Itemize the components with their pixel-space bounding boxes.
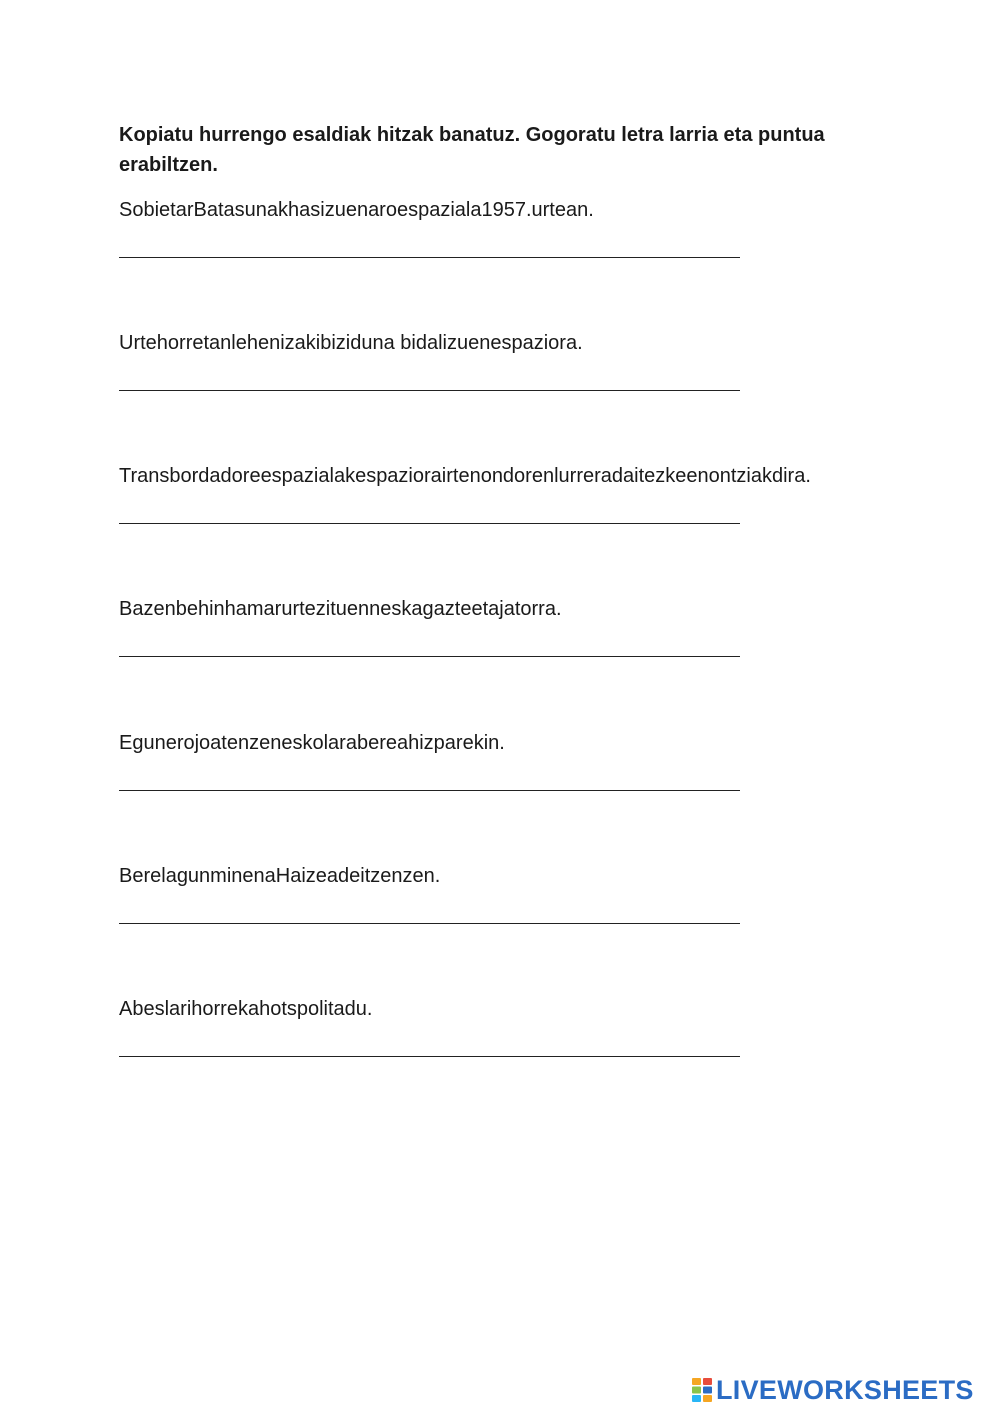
- exercise-sentence: Abeslarihorrekahotspolitadu.: [119, 998, 373, 1020]
- exercise-sentence: SobietarBatasunakhasizuenaroespaziala1957.urtean.: [119, 199, 594, 221]
- exercise-3: [119, 463, 919, 524]
- exercise-sentence: BerelagunminenaHaizeadeitzenzen.: [119, 865, 441, 887]
- answer-line[interactable]: [119, 923, 740, 924]
- liveworksheets-logo: [692, 1374, 974, 1406]
- answer-line[interactable]: [119, 523, 740, 524]
- answer-line[interactable]: [119, 790, 740, 791]
- exercise-5: [119, 730, 919, 791]
- exercise-6: [119, 863, 919, 924]
- exercise-1: [119, 197, 919, 258]
- exercise-sentence: Bazenbehinhamarurtezituenneskagazteetajatorra.: [119, 598, 562, 620]
- exercise-sentence: Urtehorretanlehenizakibiziduna bidalizuenespaziora.: [119, 332, 583, 354]
- liveworksheets-brand-text: LIVEWORKSHEETS: [716, 1375, 974, 1405]
- exercise-sentence: Transbordadoreespazialakespaziorairtenondorenlurreradaitezkeenontziakdira.: [119, 465, 811, 487]
- exercise-sentence: Egunerojoatenzeneskolarabereahizparekin.: [119, 732, 505, 754]
- instructions-heading: Kopiatu hurrengo esaldiak hitzak banatuz. Gogoratu letra larria eta puntua erabiltzen.: [119, 124, 825, 176]
- liveworksheets-logo-icon: [692, 1378, 712, 1402]
- exercise-7: [119, 996, 919, 1057]
- answer-line[interactable]: [119, 257, 740, 258]
- answer-line[interactable]: [119, 656, 740, 657]
- answer-line[interactable]: [119, 1056, 740, 1057]
- exercise-4: [119, 596, 919, 657]
- exercise-2: [119, 330, 919, 391]
- answer-line[interactable]: [119, 390, 740, 391]
